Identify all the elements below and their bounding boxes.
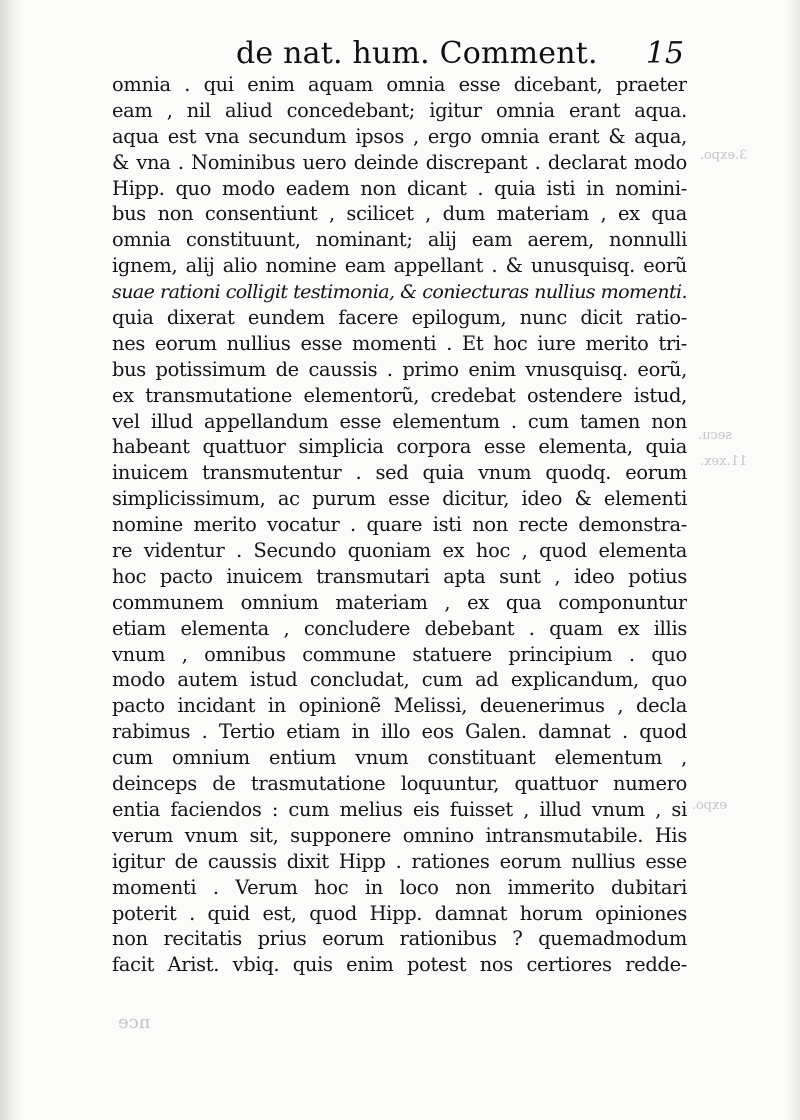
text-line: deinceps de trasmutatione loquuntur, quattuor numero [112, 772, 687, 796]
gutter-shadow [0, 0, 22, 1120]
text-line: nomine merito vocatur . quare isti non recte demonstra- [112, 513, 687, 537]
text-line: ex transmutatione elementorũ, credebat ostendere istud, [112, 383, 687, 407]
text-line: entia faciendos : cum melius eis fuisset , illud vnum , si [112, 797, 687, 821]
text-line: eam , nil aliud concedebant; igitur omnia erant aqua. [112, 98, 687, 122]
text-line: quia dixerat eundem facere epilogum, nunc dicit ratio- [112, 306, 687, 330]
text-line: bus potissimum de caussis . primo enim vnusquisq. eorũ, [112, 357, 687, 381]
page-header [236, 34, 684, 74]
text-line: aqua est vna secundum ipsos , ergo omnia erant & aqua, [112, 124, 687, 148]
text-line: suae rationi colligit testimonia, & coniecturas nullius momenti. [112, 280, 687, 304]
text-line: bus non consentiunt , scilicet , dum materiam , ex qua [112, 202, 687, 226]
text-line: verum vnum sit, supponere omnino intransmutabile. His [112, 823, 687, 847]
text-line: omnia . qui enim aquam omnia esse dicebant, praeter [112, 73, 687, 96]
text-line: rabimus . Tertio etiam in illo eos Galen. damnat . quod [112, 720, 687, 744]
text-line: facit Arist. vbiq. quis enim potest nos certiores redde- [112, 953, 687, 977]
text-line: habeant quattuor simplicia corpora esse elementa, quia [112, 435, 687, 459]
show-through-text: expo. [692, 798, 728, 813]
show-through-text: 11.xex. [700, 454, 748, 469]
text-line: hoc pacto inuicem transmutari apta sunt , ideo potius [112, 564, 687, 588]
text-line: modo autem istud concludat, cum ad explicandum, quo [112, 668, 687, 692]
body-text [112, 72, 687, 978]
text-line: & vna . Nominibus uero deinde discrepant . declarat modo [112, 150, 687, 174]
text-line: inuicem transmutentur . sed quia vnum quodq. eorum [112, 461, 687, 485]
text-line: re videntur . Secundo quoniam ex hoc , quod elementa [112, 539, 687, 563]
show-through-text: secu. [698, 428, 733, 443]
text-line: momenti . Verum hoc in loco non immerito dubitari [112, 875, 687, 899]
text-line: cum omnium entium vnum constituant elementum , [112, 746, 687, 770]
text-line: non recitatis prius eorum rationibus ? quemadmodum [112, 927, 687, 951]
text-line: pacto incidant in opinionẽ Melissi, deuenerimus , decla [112, 694, 687, 718]
text-line: etiam elementa , concludere debebant . quam ex illis [112, 616, 687, 640]
show-through-text: 3.expo. [700, 148, 748, 163]
text-line: vnum , omnibus commune statuere principium . quo [112, 642, 687, 666]
text-line: vel illud appellandum esse elementum . cum tamen non [112, 409, 687, 433]
text-line: nes eorum nullius esse momenti . Et hoc iure merito tri- [112, 331, 687, 355]
running-head: de nat. hum. Comment. [236, 36, 598, 71]
page-edge-shadow [786, 0, 800, 1120]
text-line: igitur de caussis dixit Hipp . rationes eorum nullius esse [112, 849, 687, 873]
text-line: omnia constituunt, nominant; alij eam aerem, nonnulli [112, 228, 687, 252]
text-line: simplicissimum, ac purum esse dicitur, ideo & elementi [112, 487, 687, 511]
text-line: communem omnium materiam , ex qua componuntur [112, 590, 687, 614]
text-line: ignem, alij alio nomine eam appellant . & unusquisq. eorũ [112, 254, 687, 278]
show-through-text: nce [118, 1012, 151, 1033]
page-number: 15 [645, 36, 684, 71]
text-line: poterit . quid est, quod Hipp. damnat horum opiniones [112, 901, 687, 925]
text-line: Hipp. quo modo eadem non dicant . quia isti in nomini- [112, 176, 687, 200]
